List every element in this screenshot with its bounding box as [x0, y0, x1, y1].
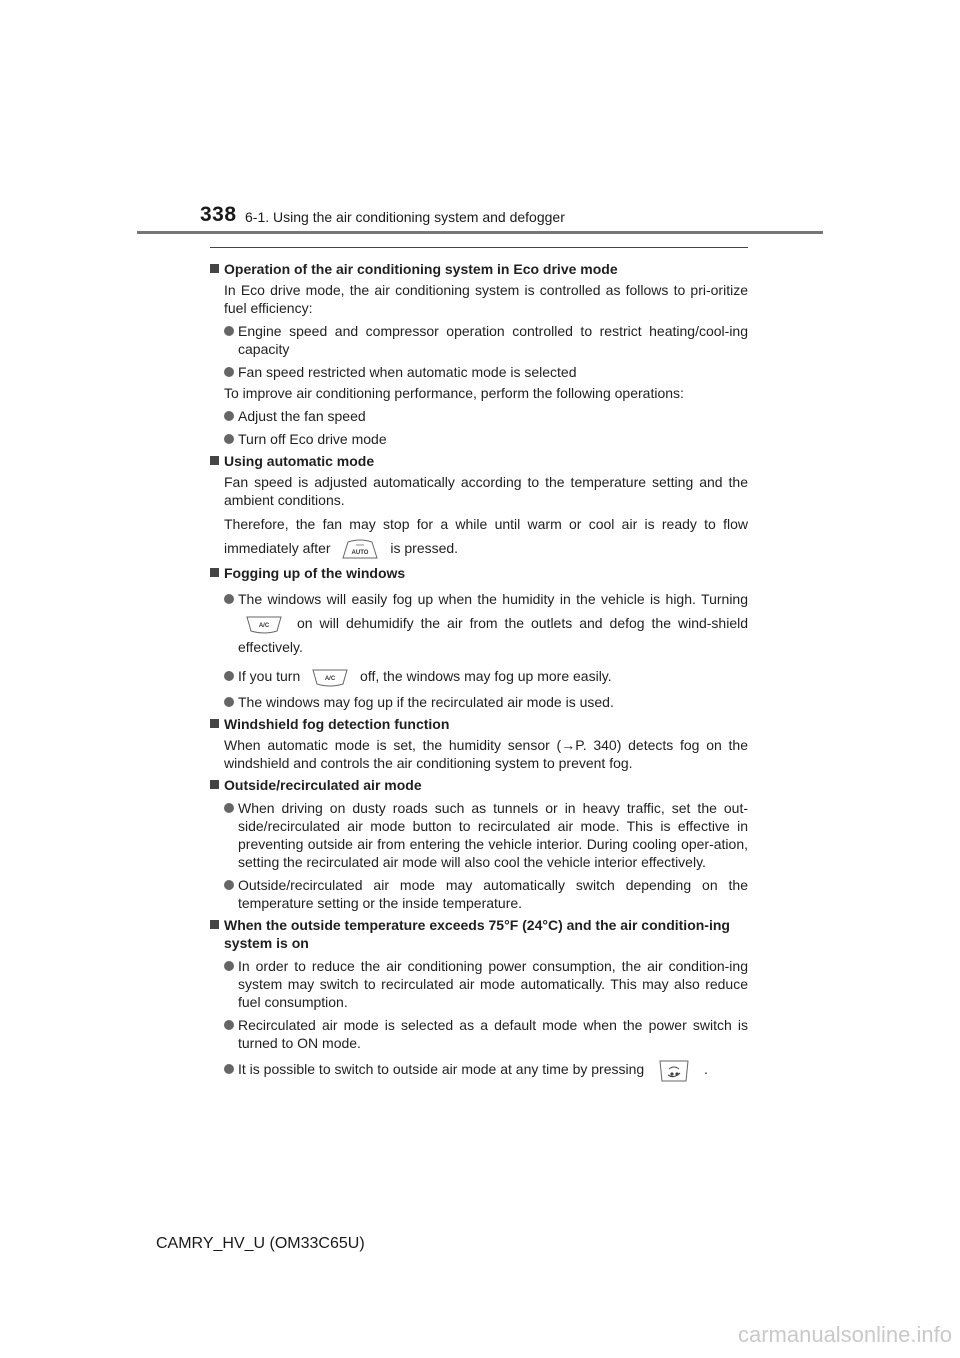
square-bullet-icon: [210, 719, 219, 728]
auto-button-label: AUTO: [352, 550, 369, 557]
list-item: Turn off Eco drive mode: [210, 430, 748, 448]
list-item: If you turn A/C off, the windows may fog up more easily.: [210, 664, 748, 688]
heading-eco-drive: Operation of the air conditioning system in Eco drive mode: [210, 260, 748, 278]
round-bullet-icon: [224, 367, 234, 377]
auto-button-icon: [340, 538, 380, 558]
round-bullet-icon: [224, 434, 234, 444]
round-bullet-icon: [224, 803, 234, 813]
ac-button-label: A/C: [258, 623, 270, 630]
paragraph: Therefore, the fan may stop for a while until warm or cool air is ready to flow immediately after AUTO is pressed.: [224, 516, 748, 557]
list-item: When driving on dusty roads such as tunnels or in heavy traffic, set the out-side/recirculated air mode button to recirculated air mode. This is effective in preventing outside air from entering the vehicle interior. During cooling oper-ation, setting the recirculated air mode will also cool the vehicle interior effectively.: [210, 799, 748, 871]
round-bullet-icon: [224, 1020, 234, 1030]
round-bullet-icon: [224, 697, 234, 707]
heading-outside-temperature: When the outside temperature exceeds 75°F (24°C) and the air condition-ing system is on: [210, 916, 748, 952]
page-number: 338: [200, 203, 237, 226]
list-item: In order to reduce the air conditioning power consumption, the air condition-ing system may switch to recirculated air mode automatically. This may also reduce fuel consumption.: [210, 957, 748, 1011]
header-rule: [137, 231, 823, 234]
square-bullet-icon: [210, 920, 219, 929]
list-item: The windows may fog up if the recirculated air mode is used.: [210, 693, 748, 711]
heading-fogging: Fogging up of the windows: [210, 564, 748, 582]
list-item: Outside/recirculated air mode may automatically switch depending on the temperature setting or the inside temperature.: [210, 876, 748, 912]
list-item: Adjust the fan speed: [210, 407, 748, 425]
paragraph: To improve air conditioning performance, perform the following operations:: [224, 385, 684, 401]
square-bullet-icon: [210, 780, 219, 789]
list-item: Engine speed and compressor operation controlled to restrict heating/cool-ing capacity: [210, 322, 748, 358]
round-bullet-icon: [224, 671, 234, 681]
list-item: It is possible to switch to outside air mode at any time by pressing .: [210, 1057, 748, 1081]
round-bullet-icon: [224, 594, 234, 604]
list-item: The windows will easily fog up when the humidity in the vehicle is high. Turning A/C on will dehumidify the air from the outlets and defog the wind-shield effectively.: [210, 587, 748, 659]
ac-button-icon: [244, 613, 284, 633]
content: [210, 260, 748, 1081]
round-bullet-icon: [224, 411, 234, 421]
round-bullet-icon: [224, 1064, 234, 1074]
paragraph: When automatic mode is set, the humidity sensor (→P. 340) detects fog on the windshield and controls the air conditioning system to prevent fog.: [224, 737, 748, 771]
round-bullet-icon: [224, 880, 234, 890]
heading-automatic-mode: Using automatic mode: [210, 452, 748, 470]
list-item: Recirculated air mode is selected as a default mode when the power switch is turned to ON mode.: [210, 1016, 748, 1052]
square-bullet-icon: [210, 456, 219, 465]
square-bullet-icon: [210, 264, 219, 273]
heading-outside-recirculated: Outside/recirculated air mode: [210, 776, 748, 794]
heading-windshield-fog: Windshield fog detection function: [210, 715, 748, 733]
watermark: carmanualsonline.info: [737, 1322, 952, 1347]
paragraph: In Eco drive mode, the air conditioning system is controlled as follows to pri-oritize fuel efficiency:: [224, 282, 748, 316]
round-bullet-icon: [224, 326, 234, 336]
ac-button-icon: [310, 666, 350, 686]
list-item: Fan speed restricted when automatic mode is selected: [210, 363, 748, 381]
footer-model: CAMRY_HV_U (OM33C65U): [156, 1235, 365, 1252]
content-rule: [210, 247, 748, 248]
ac-button-label: A/C: [324, 676, 336, 683]
square-bullet-icon: [210, 568, 219, 577]
outside-air-button-icon: [654, 1059, 694, 1079]
paragraph: Fan speed is adjusted automatically according to the temperature setting and the ambient conditions.: [224, 474, 748, 508]
round-bullet-icon: [224, 961, 234, 971]
section-title: 6-1. Using the air conditioning system and defogger: [245, 209, 565, 225]
